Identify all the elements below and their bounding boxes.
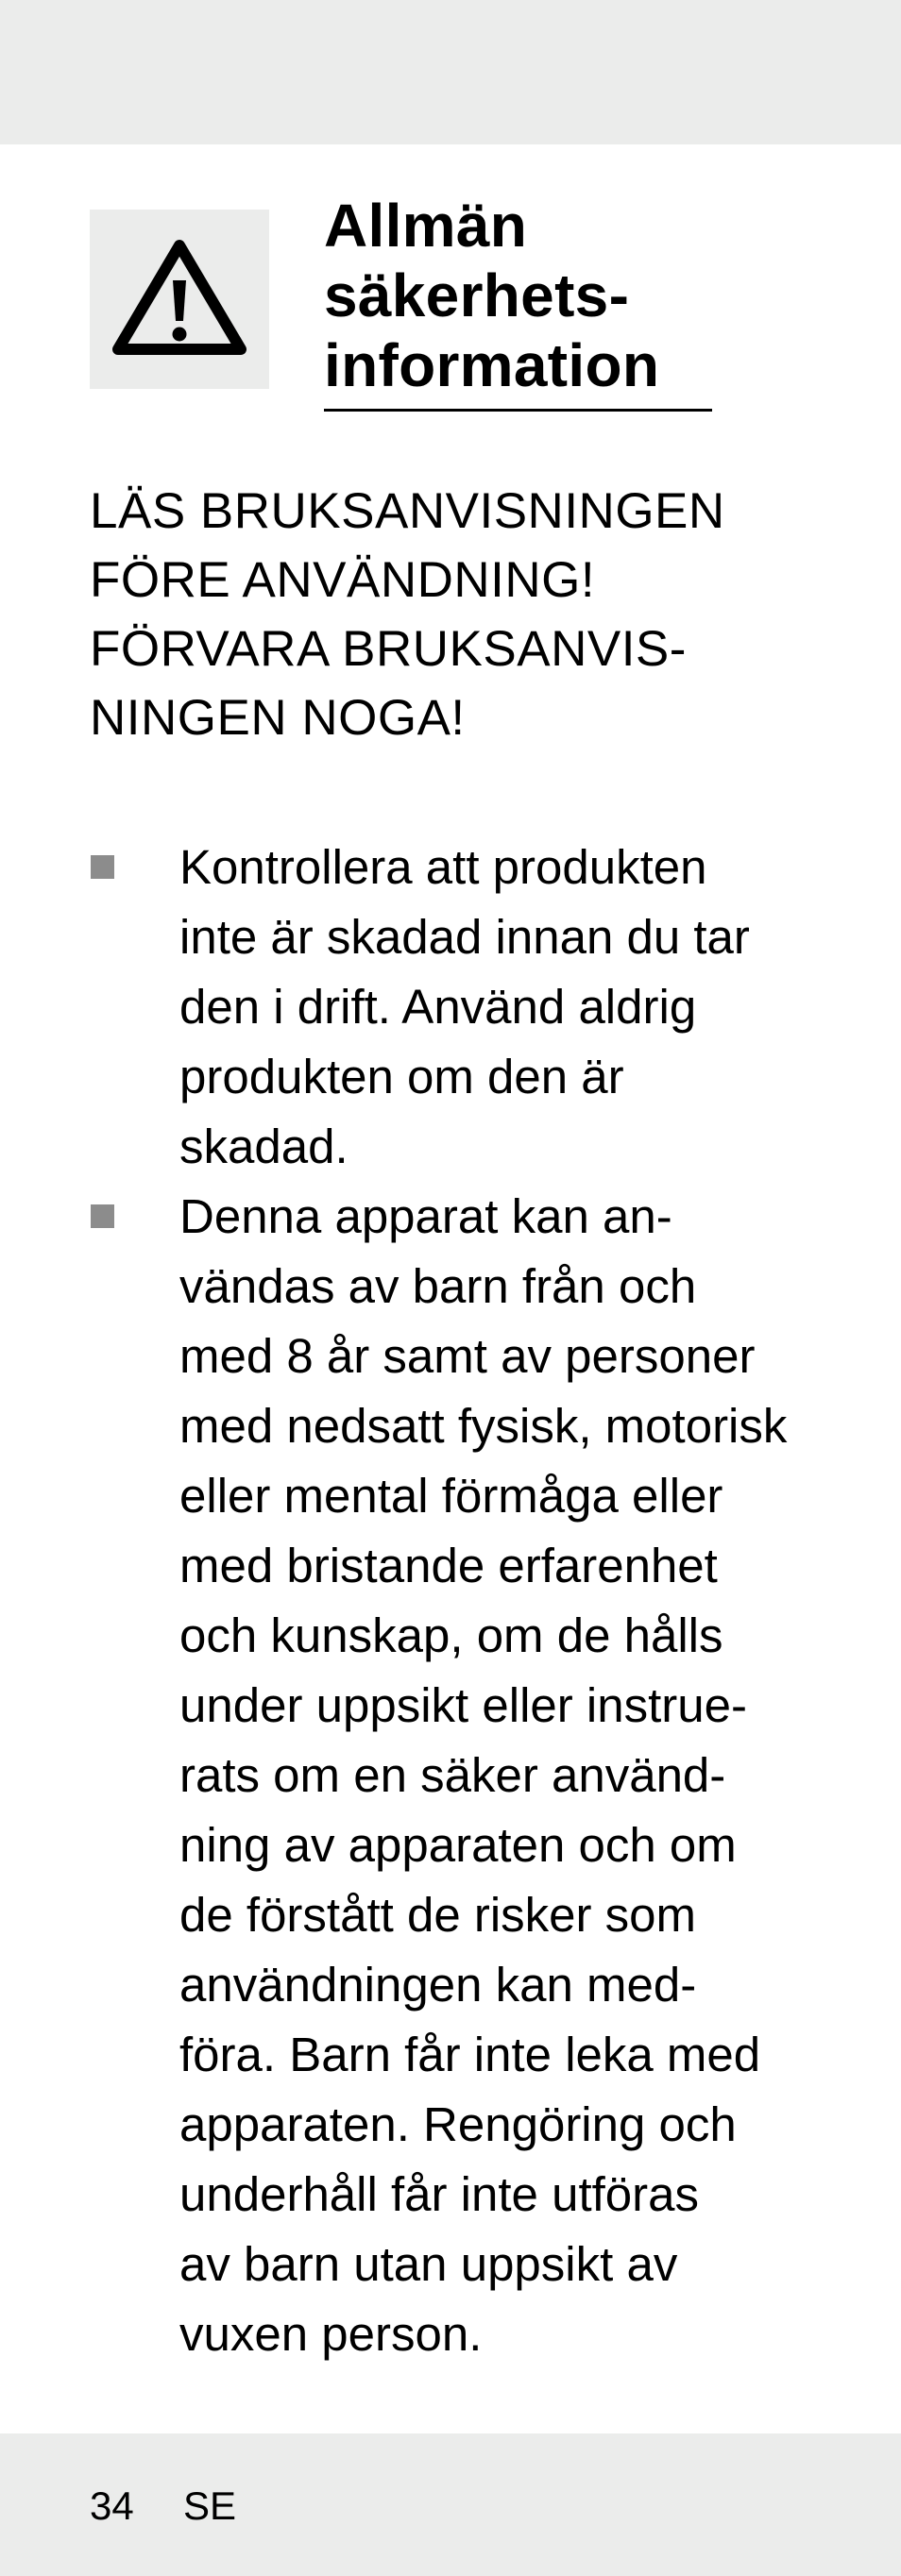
bullet-line: föra. Barn får inte leka med	[179, 2028, 761, 2081]
bullet-line: med bristande erfarenhet	[179, 1539, 718, 1592]
bullet-line: Denna apparat kan an-	[179, 1189, 672, 1243]
footer-band	[0, 2433, 901, 2576]
bullet-line: ning av apparaten och om	[179, 1818, 737, 1872]
bullet-text	[179, 833, 878, 1182]
bullet-line: vändas av barn från och	[179, 1259, 697, 1313]
warning-icon-box	[90, 210, 269, 389]
bullet-line: de förstått de risker som	[179, 1888, 697, 1942]
bullet-line: apparaten. Rengöring och	[179, 2097, 737, 2151]
top-margin-band	[0, 0, 901, 144]
bullet-line: vuxen person.	[179, 2307, 483, 2361]
bullet-line: Kontrollera att produkten	[179, 840, 707, 894]
notice-line: FÖRE ANVÄNDNING!	[90, 552, 596, 608]
bullet-line: med 8 år samt av personer	[179, 1329, 756, 1383]
bullet-line: av barn utan uppsikt av	[179, 2237, 678, 2291]
notice-line: NINGEN NOGA!	[90, 690, 466, 746]
page-title	[324, 191, 721, 400]
bullet-line: med nedsatt fysisk, motorisk	[179, 1399, 788, 1453]
title-line: information	[324, 331, 660, 399]
bullet-square-icon	[91, 1204, 114, 1228]
bullet-line: skadad.	[179, 1120, 348, 1173]
bullet-line: rats om en säker använd-	[179, 1748, 726, 1802]
safety-notice	[90, 477, 845, 752]
bullet-line: användningen kan med-	[179, 1958, 697, 2012]
title-underline	[324, 409, 712, 412]
bullet-line: eller mental förmåga eller	[179, 1469, 723, 1523]
bullet-line: underhåll får inte utföras	[179, 2167, 699, 2221]
notice-line: LÄS BRUKSANVISNINGEN	[90, 483, 725, 539]
warning-triangle-icon	[90, 210, 269, 389]
title-line: säkerhets-	[324, 261, 630, 329]
bullet-line: produkten om den är	[179, 1050, 624, 1103]
bullet-text	[179, 1182, 878, 2369]
bullet-line: den i drift. Använd aldrig	[179, 980, 697, 1034]
notice-line: FÖRVARA BRUKSANVIS-	[90, 621, 687, 677]
bullet-line: under uppsikt eller instrue-	[179, 1678, 747, 1732]
page-number: 34	[90, 2483, 134, 2528]
title-line: Allmän	[324, 192, 528, 260]
bullet-line: inte är skadad innan du tar	[179, 910, 750, 964]
bullet-square-icon	[91, 855, 114, 879]
bullet-line: och kunskap, om de hålls	[179, 1608, 723, 1662]
language-code: SE	[183, 2483, 237, 2528]
